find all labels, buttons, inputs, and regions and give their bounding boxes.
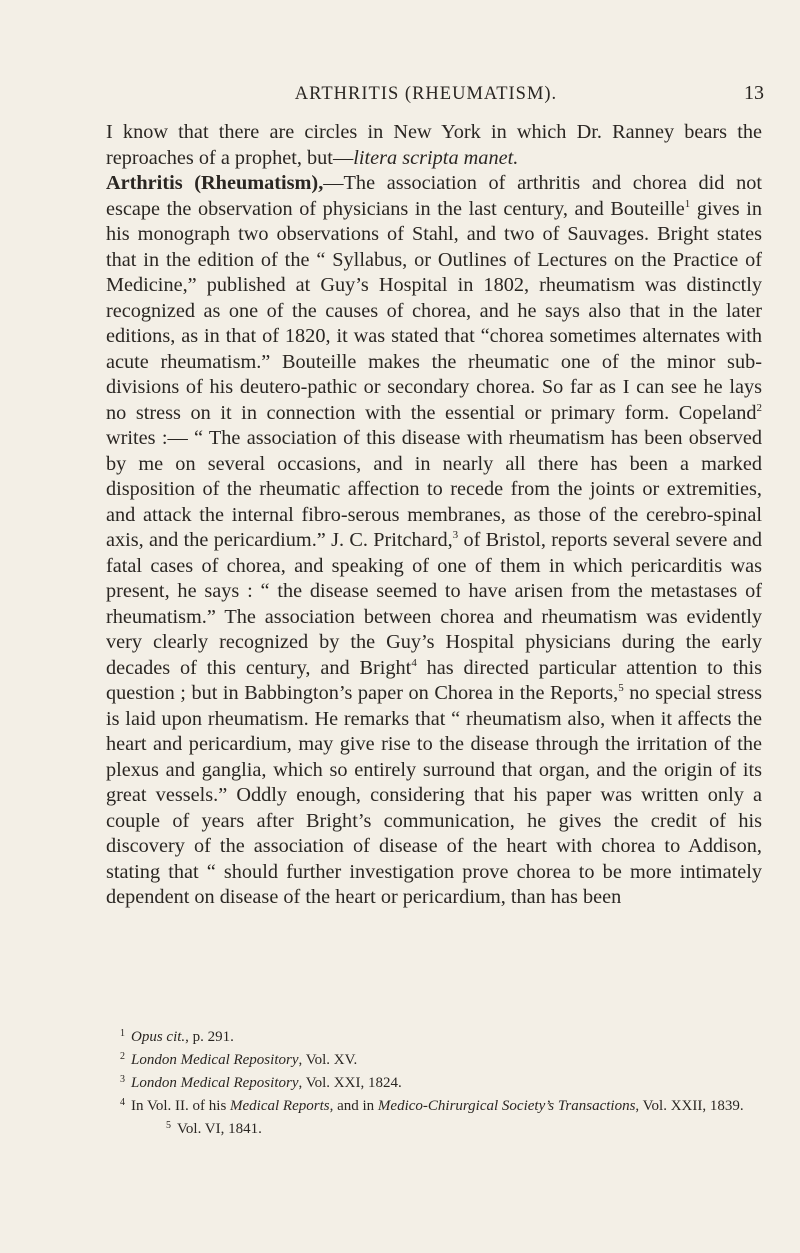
paragraph-2-text-a: —The association of arthritis and chorea did not escape the observation of physicians in the last century, and Bouteille (106, 172, 762, 220)
paragraph-1 (106, 120, 762, 171)
footnote-5 (152, 1116, 262, 1139)
footnote-4-text-a: In Vol. II. of his (131, 1098, 231, 1114)
footnote-3 (106, 1070, 762, 1093)
footnote-4 (106, 1093, 762, 1139)
paragraph-1-text: I know that there are circles in New York in which Dr. Ranney bears the reproaches of a prophet, but— (106, 121, 762, 169)
main-text (106, 120, 762, 911)
footnote-2-rest: , Vol. XV. (298, 1052, 358, 1068)
footnote-5-text: Vol. VI, 1841. (177, 1121, 262, 1137)
page-number: 13 (744, 82, 764, 104)
paragraph-2-text-b: gives in his monograph two observations of Stahl, and two of Sauvages. Bright states that in the edition of the “ Syllabus, or Outlines of Lectures on the Practice of Medicine,” published at Guy’s Hospital in 1802, rheumatism was distinctly recognized as one of the causes of chorea, and he says also that in the later editions, as in that of 1820, it was stated that “chorea sometimes alternates with acute rheumatism.” Bouteille makes the rheumatic one of the minor sub-divisions of his deutero-pathic or secondary chorea. So far as I can see he lays no stress on it in connection with the essential or primary form. Copeland (106, 197, 762, 424)
footnote-4-text-b: , and in (329, 1098, 378, 1114)
paragraph-2-text-f: no special stress is laid upon rheumatism. He remarks that “ rheumatism also, when it affects the heart and pericardium, may give rise to the disease through the irritation of the plexus and ganglia, which so entirely surround that organ, and the origin of its great vessels.” Oddly enough, considering that his paper was written only a couple of years after Bright’s communication, he gives the credit of his discovery of the association of disease of the heart with chorea to Addison, stating that “ should further investigation prove chorea to be more intimately dependent on disease of the heart or pericardium, than has been (106, 682, 762, 908)
footnote-1-title: Opus cit. (131, 1029, 186, 1045)
footnotes (106, 1024, 762, 1139)
paragraph-2 (106, 171, 762, 911)
running-head-title: ARTHRITIS (RHEUMATISM). (294, 84, 558, 104)
footnote-1-rest: , p. 291. (185, 1029, 234, 1045)
running-head (88, 84, 764, 110)
footnote-4-title-2: Medico-Chirurgical Society’s Transactions (377, 1098, 636, 1114)
latin-phrase: litera scripta manet. (353, 146, 519, 169)
footnote-5-mark: 5 (166, 1120, 171, 1131)
footnote-2 (106, 1047, 762, 1070)
footnote-ref-1: 1 (684, 197, 691, 210)
paragraph-2-text-e: has directed particular attention to this question ; but in Babbington’s paper on Chorea in the Reports, (106, 656, 762, 704)
footnote-ref-2: 2 (756, 401, 762, 414)
footnote-ref-5: 5 (618, 682, 624, 694)
paragraph-2-text-d: of Bristol, reports several severe and fatal cases of chorea, and speaking of one of them in which pericarditis was present, he says : “ the disease seemed to have arisen from the metastases of rheumatism.” The association between chorea and rheumatism was evidently very clearly recognized by the Guy’s Hospital physicians during the early decades of this century, and Bright (106, 529, 762, 679)
footnote-ref-4: 4 (411, 656, 417, 669)
footnote-4-text-c: , Vol. XXII, 1839. (635, 1098, 744, 1114)
footnote-1-mark: 1 (120, 1028, 125, 1039)
footnote-1 (106, 1024, 762, 1047)
footnote-ref-3: 3 (452, 529, 459, 541)
paragraph-2-text-c: writes :— “ The association of this disease with rheumatism has been observed by me on several occasions, and in nearly all there has been a marked disposition of the rheumatic affection to recede from the joints or extremities, and attack the internal fibro-serous membranes, as those of the cerebro-spinal axis, and the pericardium.” J. C. Pritchard, (106, 427, 762, 551)
footnote-3-title: London Medical Repository (131, 1075, 299, 1091)
footnote-3-mark: 3 (120, 1074, 125, 1085)
footnote-2-title: London Medical Repository (131, 1052, 299, 1068)
footnote-2-mark: 2 (120, 1051, 125, 1062)
section-heading: Arthritis (Rheumatism), (106, 172, 324, 194)
footnote-4-mark: 4 (120, 1097, 125, 1108)
footnote-3-rest: , Vol. XXI, 1824. (298, 1075, 402, 1091)
footnote-4-title-1: Medical Reports (230, 1098, 330, 1114)
